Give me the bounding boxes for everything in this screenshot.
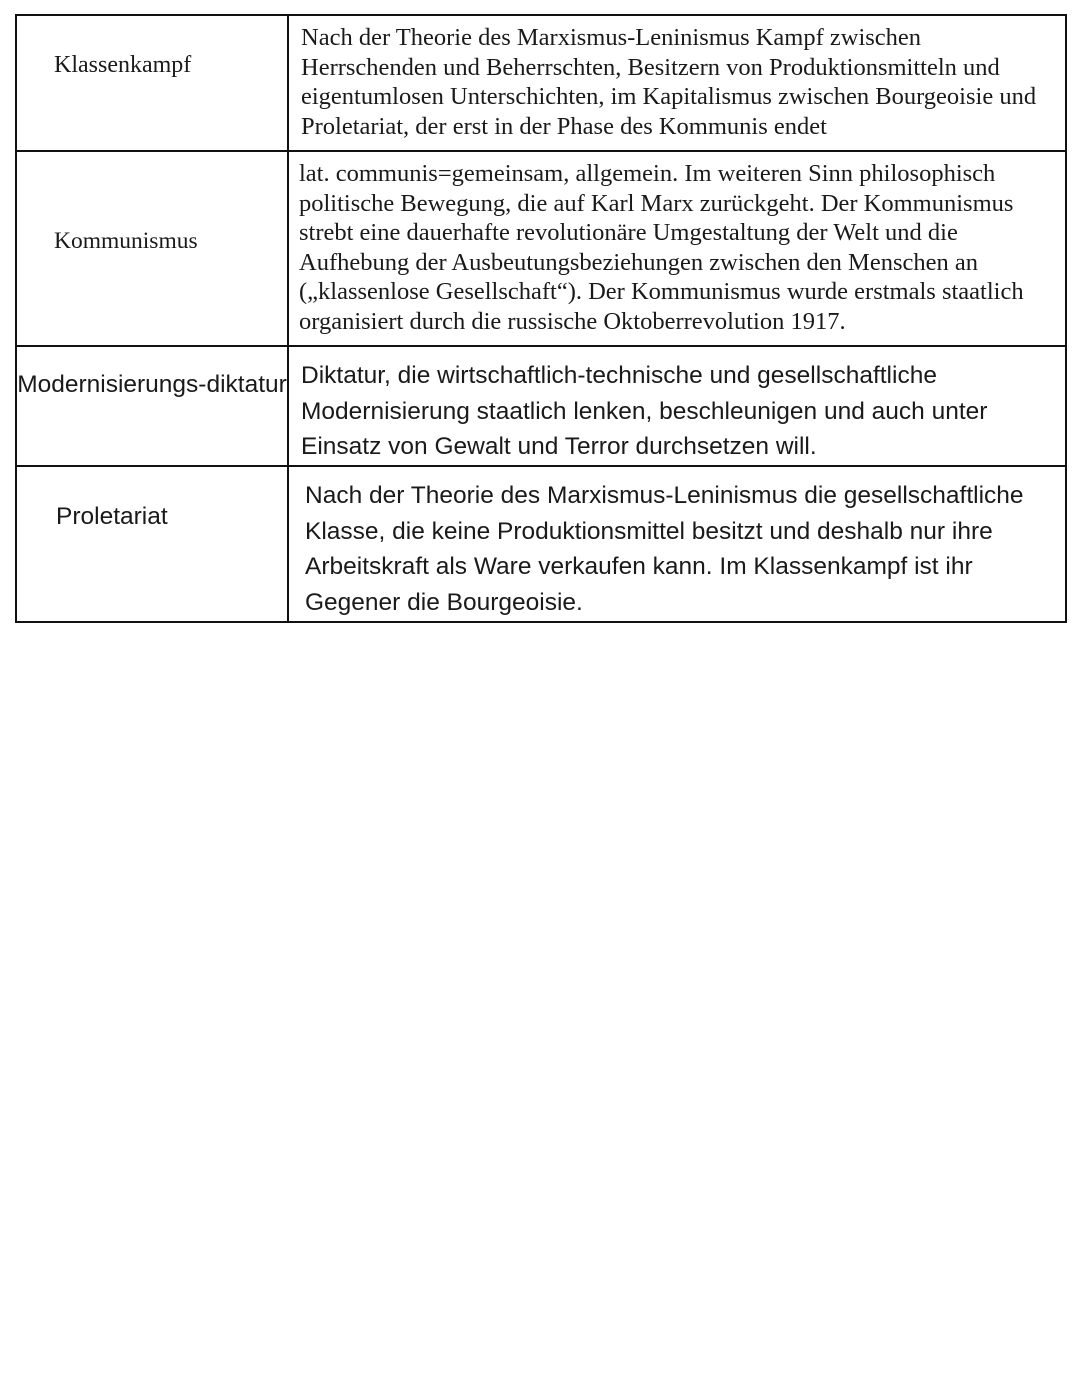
definition-cell	[288, 15, 1066, 151]
term-cell	[16, 346, 288, 466]
term-cell	[16, 466, 288, 622]
definition-cell	[288, 346, 1066, 466]
definition-text: lat. communis=gemeinsam, allgemein. Im weiteren Sinn philosophisch politische Bewegung, die auf Karl Marx zurückgeht. Der Kommunismus strebt eine dauerhafte revolutionäre Umgestaltung der Welt und die Aufhebung der Ausbeutungsbeziehungen zwischen den Menschen an („klassenlose Gesellschaft“). Der Kommunismus wurde erstmals staatlich organisiert durch die russische Oktoberrevolution 1917.	[299, 160, 1024, 335]
term-label: Klassenkampf	[54, 52, 192, 78]
term-label: Proletariat	[56, 503, 168, 530]
term-label: Kommunismus	[54, 228, 198, 254]
definition-cell	[288, 151, 1066, 346]
term-cell	[16, 15, 288, 151]
table-row	[16, 466, 1066, 622]
table-row	[16, 15, 1066, 151]
term-label: Modernisierungs-diktatur	[17, 371, 287, 398]
definition-text: Nach der Theorie des Marxismus-Leninismus die gesellschaftliche Klasse, die keine Produktionsmittel besitzt und deshalb nur ihre Arbeitskraft als Ware verkaufen kann. Im Klassenkampf ist ihr Gegener die Bourgeoisie.	[305, 482, 1024, 616]
definition-cell	[288, 466, 1066, 622]
table-row	[16, 151, 1066, 346]
table-row	[16, 346, 1066, 466]
definition-text: Nach der Theorie des Marxismus-Leninismus Kampf zwischen Herrschenden und Beherrschten, Besitzern von Produktionsmitteln und eigentumlosen Unterschichten, im Kapitalismus zwischen Bourgeoisie und Proletariat, der erst in der Phase des Kommunis endet	[301, 24, 1037, 140]
definition-text: Diktatur, die wirtschaftlich-technische und gesellschaftliche Modernisierung staatlich lenken, beschleunigen und auch unter Einsatz von Gewalt und Terror durchsetzen will.	[301, 362, 988, 460]
term-cell	[16, 151, 288, 346]
glossary-table	[15, 14, 1067, 623]
